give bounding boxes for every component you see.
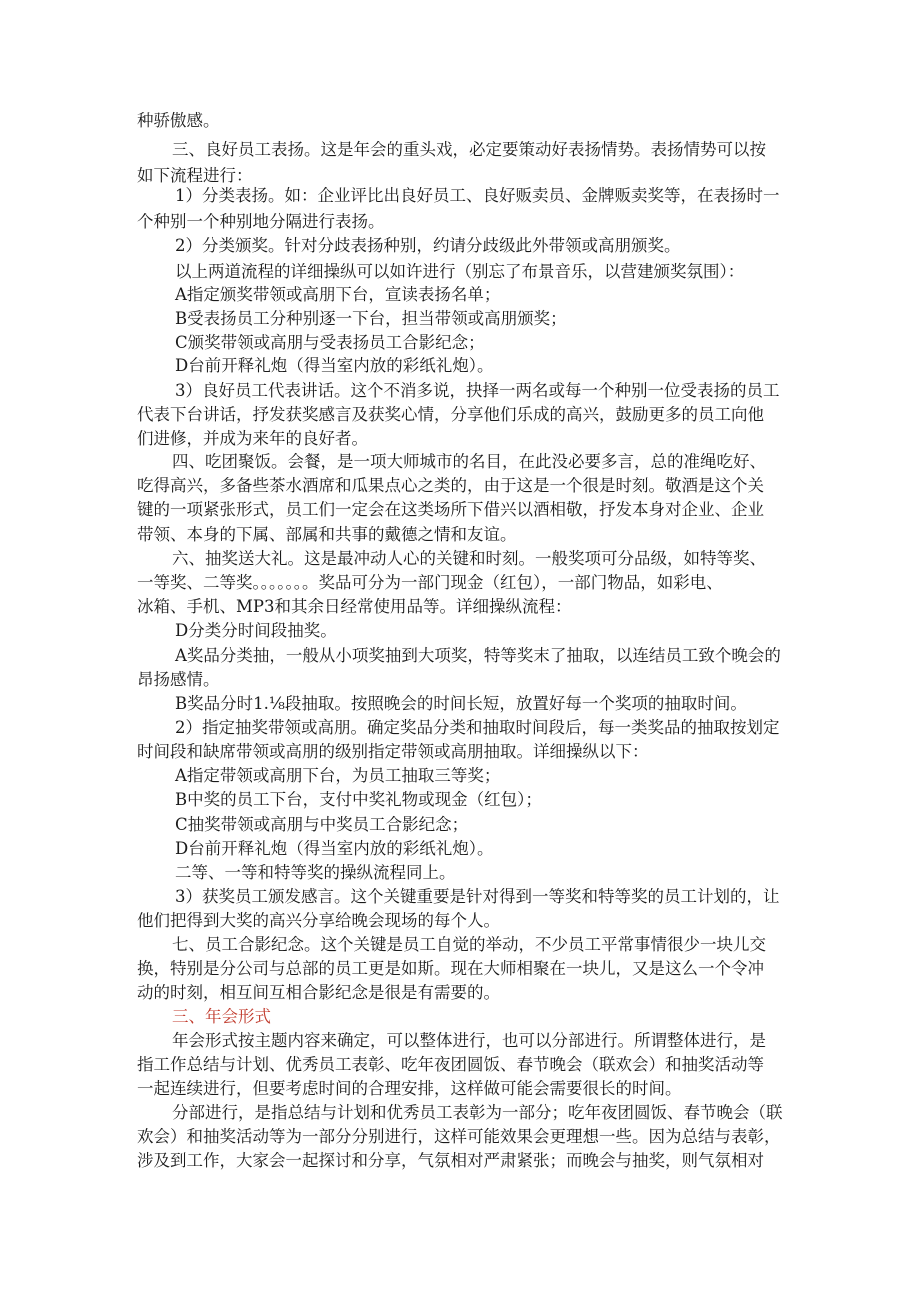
text-line: 指工作总结与计划、优秀员工表彰、吃年夜团圆饭、春节晚会（联欢会）和抽奖活动等 <box>137 1055 764 1074</box>
text-line: 们进修，并成为来年的良好者。 <box>137 429 368 448</box>
text-line: 涉及到工作，大家会一起探讨和分享，气氛相对严肃紧张；而晚会与抽奖，则气氛相对 <box>137 1151 764 1170</box>
text-line: 三、良好员工表扬。这是年会的重头戏，必定要策动好表扬情势。表扬情势可以按 <box>172 140 766 159</box>
text-line: B奖品分时1.⅛段抽取。按照晚会的时间长短，放置好每一个奖项的抽取时间。 <box>175 694 747 713</box>
text-line: 一等奖、二等奖。。。。。。。奖品可分为一部门现金（红包），一部门物品，如彩电、 <box>137 573 723 592</box>
text-line: B中奖的员工下台，支付中奖礼物或现金（红包）； <box>175 790 542 809</box>
text-line: 个种别一个种别地分隔进行表扬。 <box>137 212 385 231</box>
section-heading: 三、年会形式 <box>172 1007 271 1026</box>
text-line: 如下流程进行： <box>137 166 253 185</box>
text-line: D分类分时间段抽奖。 <box>175 621 337 640</box>
text-line: 带领、本身的下属、部属和共事的戴德之情和友谊。 <box>137 525 517 544</box>
text-line: 年会形式按主题内容来确定，可以整体进行，也可以分部进行。所谓整体进行，是 <box>172 1031 766 1050</box>
text-line: 他们把得到大奖的高兴分享给晚会现场的每个人。 <box>137 911 500 930</box>
text-line: 2）分类颁奖。针对分歧表扬种别，约请分歧级此外带领或高朋颁奖。 <box>175 236 681 255</box>
text-line: 动的时刻，相互间互相合影纪念是很是有需要的。 <box>137 983 500 1002</box>
text-line: 四、吃团聚饭。会餐，是一项大师城市的名目，在此没必要多言，总的准绳吃好、 <box>172 452 766 471</box>
text-line: 时间段和缺席带领或高朋的级别指定带领或高朋抽取。详细操纵以下： <box>137 742 649 761</box>
text-line: A奖品分类抽，一般从小项奖抽到大项奖，特等奖末了抽取，以连结员工致个晚会的 <box>175 646 781 665</box>
text-line: 3）获奖员工颁发感言。这个关键重要是针对得到一等奖和特等奖的员工计划的，让 <box>175 887 780 906</box>
text-line: 3）良好员工代表讲话。这个不消多说，抉择一两名或每一个种别一位受表扬的员工 <box>175 381 780 400</box>
text-line: 冰箱、手机、MP3和其余日经常使用品等。详细操纵流程： <box>137 597 572 616</box>
text-line: C颁奖带领或高朋与受表扬员工合影纪念； <box>175 333 485 352</box>
text-line: 六、抽奖送大礼。这是最冲动人心的关键和时刻。一般奖项可分品级，如特等奖、 <box>172 549 766 568</box>
text-line: 代表下台讲话，抒发获奖感言及获奖心情，分享他们乐成的高兴，鼓励更多的员工向他 <box>137 405 764 424</box>
text-line: 种骄傲感。 <box>137 111 220 130</box>
text-line: B受表扬员工分种别逐一下台，担当带领或高朋颁奖； <box>175 309 567 328</box>
text-line: D台前开释礼炮（得当室内放的彩纸礼炮）。 <box>175 356 494 375</box>
text-line: 2）指定抽奖带领或高朋。确定奖品分类和抽取时间段后，每一类奖品的抽取按划定 <box>175 718 780 737</box>
text-line: 分部进行，是指总结与计划和优秀员工表彰为一部分；吃年夜团圆饭、春节晚会（联 <box>172 1103 783 1122</box>
text-line: 一起连续进行，但要考虑时间的合理安排，这样做可能会需要很长的时间。 <box>137 1079 682 1098</box>
text-line: 1）分类表扬。如：企业评比出良好员工、良好贩卖员、金牌贩卖奖等，在表扬时一 <box>175 186 780 205</box>
text-line: 键的一项紧张形式，员工们一定会在这类场所下借兴以酒相敬，抒发本身对企业、企业 <box>137 500 764 519</box>
text-line: 以上两道流程的详细操纵可以如许进行（别忘了布景音乐，以营建颁奖氛围）： <box>175 262 745 281</box>
text-line: 换，特别是分公司与总部的员工更是如斯。现在大师相聚在一块儿，又是这么一个令冲 <box>137 959 764 978</box>
text-line: C抽奖带领或高朋与中奖员工合影纪念； <box>175 815 469 834</box>
text-line: 昂扬感情。 <box>137 670 220 689</box>
text-line: 七、员工合影纪念。这个关键是员工自觉的举动，不少员工平常事情很少一块儿交 <box>172 935 766 954</box>
text-line: 欢会）和抽奖活动等为一部分分别进行，这样可能效果会更理想一些。因为总结与表彰， <box>137 1127 781 1146</box>
text-line: A指定颁奖带领或高朋下台，宣读表扬名单； <box>175 285 501 304</box>
text-line: D台前开释礼炮（得当室内放的彩纸礼炮）。 <box>175 839 494 858</box>
text-line: 二等、一等和特等奖的操纵流程同上。 <box>175 863 456 882</box>
text-line: 吃得高兴，多备些茶水酒席和瓜果点心之类的，由于这是一个很是时刻。敬酒是这个关 <box>137 476 764 495</box>
text-line: A指定带领或高朋下台，为员工抽取三等奖； <box>175 766 501 785</box>
